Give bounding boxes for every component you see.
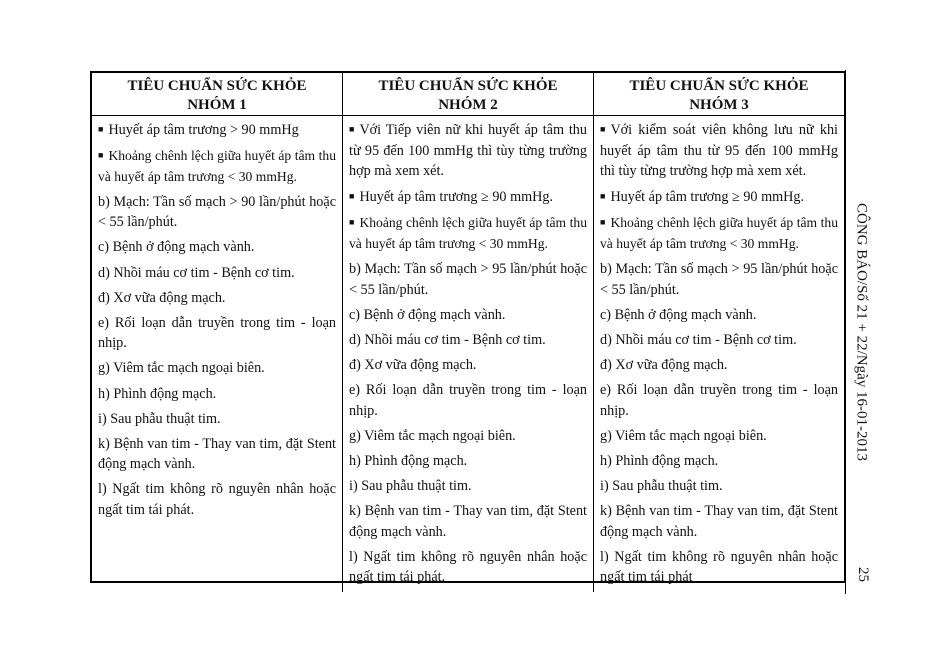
list-item-text: g) Viêm tắc mạch ngoại biên.: [600, 427, 767, 444]
list-item-text: i) Sau phẫu thuật tim.: [349, 477, 472, 494]
list-item: [98, 358, 336, 379]
list-item-text: đ) Xơ vữa động mạch.: [98, 289, 226, 306]
list-item: [98, 313, 336, 354]
list-item-text: i) Sau phẫu thuật tim.: [98, 410, 221, 427]
list-item: [349, 547, 587, 588]
list-item-text: b) Mạch: Tần số mạch > 90 lần/phút hoặc < 55 lần/phút.: [98, 193, 336, 231]
list-item-text: b) Mạch: Tần số mạch > 95 lần/phút hoặc < 55 lần/phút.: [349, 261, 587, 298]
table-body-row: [92, 116, 844, 592]
list-item-text: g) Viêm tắc mạch ngoại biên.: [349, 427, 516, 444]
list-item: [349, 476, 587, 497]
list-item-text: Huyết áp tâm trương ≥ 90 mmHg.: [610, 189, 805, 206]
square-bullet-icon: ■: [600, 124, 606, 134]
list-item-text: h) Phình động mạch.: [600, 452, 719, 469]
list-item: [349, 501, 587, 542]
side-margin: [845, 70, 876, 594]
list-item: [349, 451, 587, 472]
list-item-text: Khoảng chênh lệch giữa huyết áp tâm thu và huyết áp tâm trương < 30 mmHg.: [349, 215, 587, 251]
list-item-text: Khoảng chênh lệch giữa huyết áp tâm thu và huyết áp tâm trương < 30 mmHg.: [600, 215, 838, 251]
square-bullet-icon: ■: [349, 217, 355, 228]
list-item-text: d) Nhồi máu cơ tim - Bệnh cơ tim.: [600, 331, 797, 348]
list-item: [98, 434, 336, 475]
list-item-text: k) Bệnh van tim - Thay van tim, đặt Stent động mạch vành.: [98, 435, 336, 473]
list-item: [600, 451, 838, 472]
list-item-text: l) Ngất tim không rõ nguyên nhân hoặc ngất tim tái phát.: [98, 481, 336, 518]
square-bullet-icon: ■: [349, 191, 355, 202]
list-item-text: k) Bệnh van tim - Thay van tim, đặt Stent động mạch vành.: [600, 503, 838, 540]
list-item: [98, 409, 336, 430]
list-item-text: b) Mạch: Tần số mạch > 95 lần/phút hoặc < 55 lần/phút.: [600, 261, 838, 298]
list-item-text: Huyết áp tâm trương > 90 mmHg: [108, 122, 299, 138]
list-item-text: c) Bệnh ở động mạch vành.: [349, 306, 506, 323]
list-item: [600, 212, 838, 254]
list-item-text: đ) Xơ vữa động mạch.: [349, 356, 477, 373]
list-item-text: Với kiểm soát viên không lưu nữ khi huyết áp tâm thu từ 95 đến 100 mmHg thì tùy từng trường hợp mà xem xét.: [600, 122, 838, 180]
square-bullet-icon: ■: [98, 150, 104, 161]
square-bullet-icon: ■: [600, 217, 606, 228]
list-item-text: h) Phình động mạch.: [349, 452, 468, 469]
column-group-3: [594, 116, 844, 592]
table-header-row: [92, 73, 844, 116]
list-item-text: g) Viêm tắc mạch ngoại biên.: [98, 360, 265, 377]
header-group-label: NHÓM 1: [187, 97, 247, 113]
list-item-text: e) Rối loạn dẫn truyền trong tim - loạn nhịp.: [600, 382, 838, 419]
list-item-text: c) Bệnh ở động mạch vành.: [600, 306, 757, 323]
list-item: [349, 212, 587, 254]
list-item-text: Huyết áp tâm trương ≥ 90 mmHg.: [359, 189, 554, 206]
list-item: [600, 547, 838, 588]
list-item-text: e) Rối loạn dẫn truyền trong tim - loạn nhịp.: [349, 382, 587, 419]
list-item: [98, 145, 336, 187]
list-item-text: c) Bệnh ở động mạch vành.: [98, 239, 255, 256]
gazette-running-header: CÔNG BÁO/Số 21 + 22/Ngày 16-01-2013: [853, 202, 870, 462]
square-bullet-icon: ■: [349, 124, 355, 134]
list-item: [98, 119, 336, 141]
list-item: [349, 330, 587, 351]
list-item: [600, 476, 838, 497]
header-group-label: NHÓM 3: [689, 97, 749, 113]
list-item: [600, 186, 838, 208]
square-bullet-icon: ■: [600, 191, 606, 202]
list-item: [98, 237, 336, 258]
list-item: [98, 288, 336, 309]
page-number: 25: [855, 567, 871, 582]
list-item: [600, 259, 838, 300]
list-item: [600, 426, 838, 447]
header-group-3: [594, 73, 844, 115]
list-item: [600, 380, 838, 421]
list-item: [349, 380, 587, 421]
list-item: [349, 426, 587, 447]
header-group-2: [343, 73, 594, 115]
list-item: [98, 384, 336, 405]
list-item: [98, 263, 336, 284]
list-item-text: e) Rối loạn dẫn truyền trong tim - loạn nhịp.: [98, 314, 336, 352]
column-group-2: [343, 116, 594, 592]
list-item-text: d) Nhồi máu cơ tim - Bệnh cơ tim.: [349, 331, 546, 348]
header-group-label: NHÓM 2: [438, 97, 498, 113]
list-item: [600, 501, 838, 542]
list-item-text: i) Sau phẫu thuật tim.: [600, 477, 723, 494]
header-title: TIÊU CHUẨN SỨC KHỎE: [629, 78, 809, 94]
health-standards-table: [90, 71, 846, 586]
list-item: [600, 119, 838, 182]
list-item-text: h) Phình động mạch.: [98, 385, 217, 402]
square-bullet-icon: ■: [98, 124, 104, 134]
list-item: [349, 186, 587, 208]
list-item: [600, 305, 838, 326]
list-item-text: đ) Xơ vữa động mạch.: [600, 356, 728, 373]
header-title: TIÊU CHUẨN SỨC KHỎE: [378, 78, 558, 94]
list-item-text: d) Nhồi máu cơ tim - Bệnh cơ tim.: [98, 264, 295, 281]
list-item: [600, 330, 838, 351]
header-title: TIÊU CHUẨN SỨC KHỎE: [127, 78, 307, 94]
list-item: [98, 479, 336, 520]
list-item: [349, 119, 587, 182]
list-item-text: Với Tiếp viên nữ khi huyết áp tâm thu từ 95 đến 100 mmHg thì tùy từng trường hợp mà xem xét.: [349, 122, 587, 180]
list-item-text: l) Ngất tim không rõ nguyên nhân hoặc ngất tim tái phát: [600, 548, 838, 586]
list-item: [349, 305, 587, 326]
list-item: [600, 355, 838, 376]
list-item-text: l) Ngất tim không rõ nguyên nhân hoặc ngất tim tái phát.: [349, 548, 587, 586]
list-item-text: k) Bệnh van tim - Thay van tim, đặt Stent động mạch vành.: [349, 503, 587, 540]
list-item-text: Khoảng chênh lệch giữa huyết áp tâm thu và huyết áp tâm trương < 30 mmHg.: [98, 148, 336, 184]
list-item: [349, 259, 587, 300]
header-group-1: [92, 73, 343, 115]
list-item: [98, 192, 336, 233]
list-item: [349, 355, 587, 376]
column-group-1: [92, 116, 343, 592]
